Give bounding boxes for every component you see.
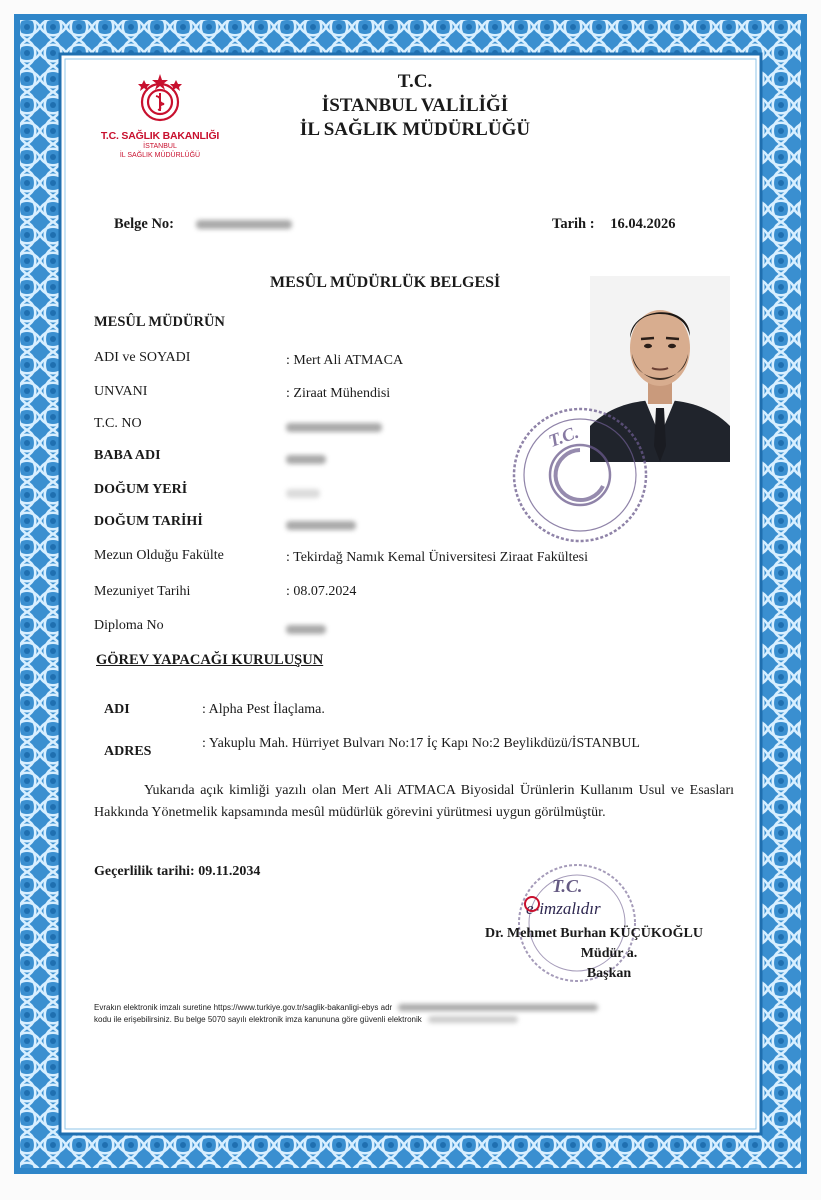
validity-date: Geçerlilik tarihi: 09.11.2034 (94, 864, 261, 879)
field-label-name: ADI ve SOYADI (94, 350, 191, 365)
footer-line-2 (94, 1014, 744, 1026)
approval-paragraph: Yukarıda açık kimliği yazılı olan Mert Ali ATMACA Biyosidal Ürünlerin Kullanım Usul ve Esasları Hakkında Yönetmelik kapsamında mesûl müdürlük görevini yürütmesi uygun görülmüştür. (94, 783, 734, 820)
field-value-birthplace (286, 486, 320, 502)
field-value-birthdate (286, 518, 356, 534)
header-directorate: İL SAĞLIK MÜDÜRLÜĞÜ (299, 119, 531, 140)
document-title: MESÛL MÜDÜRLÜK BELGESİ (270, 274, 501, 291)
field-value-title: : Ziraat Mühendisi (286, 386, 391, 401)
field-label-birthdate: DOĞUM TARİHİ (94, 514, 203, 529)
stamp-tc-text: T.C. (545, 421, 582, 451)
document-header (230, 70, 600, 142)
redacted-father-name (286, 455, 326, 464)
footer-line-2-text: kodu ile erişebilirsiniz. Bu belge 5070 sayılı elektronik imza kanununa göre güvenli elektronik (94, 1015, 422, 1024)
field-value-diploma-no (286, 622, 326, 638)
field-label-birthplace: DOĞUM YERİ (94, 482, 188, 497)
document-date-value: 16.04.2026 (610, 216, 676, 232)
e-signed-text: e-imzalıdır (526, 899, 601, 918)
document-number-label: Belge No: (114, 216, 174, 232)
official-stamp (505, 400, 655, 550)
signatory-role-1: Müdür a. (580, 946, 638, 961)
field-label-title: UNVANI (94, 384, 148, 399)
header-tc: T.C. (397, 71, 433, 92)
field-label-father-name: BABA ADI (94, 448, 161, 463)
org-name-label: ADI (104, 702, 130, 717)
redacted-verification-code (398, 1004, 598, 1011)
field-value-id-number (286, 420, 382, 436)
signatory-block (466, 924, 722, 984)
footer-line-1-text: Evrakın elektronik imzalı suretine https://www.turkiye.gov.tr/saglik-bakanligi-ebys adr (94, 1003, 393, 1012)
footer-line-1 (94, 1002, 744, 1014)
signatory-name: Dr. Mehmet Burhan KÜÇÜKOĞLU (484, 926, 704, 941)
org-address-label: ADRES (104, 744, 152, 759)
document-date-label: Tarih : (552, 216, 595, 232)
ministry-logo (98, 72, 222, 160)
field-value-name: : Mert Ali ATMACA (286, 353, 404, 368)
org-name-value: : Alpha Pest İlaçlama. (202, 702, 325, 717)
footer-note (94, 1002, 744, 1026)
field-value-faculty: : Tekirdağ Namık Kemal Üniversitesi Ziraat Fakültesi (286, 550, 589, 565)
field-label-faculty: Mezun Olduğu Fakülte (94, 548, 224, 563)
header-governorship: İSTANBUL VALİLİĞİ (321, 95, 509, 116)
e-stamp-tc-text: T.C. (552, 876, 583, 896)
logo-ministry-name: T.C. SAĞLIK BAKANLIĞI (100, 130, 220, 142)
logo-directorate: İL SAĞLIK MÜDÜRLÜĞÜ (119, 152, 201, 159)
document-date (552, 216, 675, 233)
signatory-role-2: Başkan (586, 966, 632, 981)
document-number (114, 216, 292, 233)
org-address-value: : Yakuplu Mah. Hürriyet Bulvarı No:17 İç Kapı No:2 Beylikdüzü/İSTANBUL (202, 736, 640, 751)
redacted-footer-tail (428, 1016, 518, 1023)
field-label-diploma-no: Diploma No (94, 618, 164, 633)
redacted-birthplace (286, 489, 320, 498)
redacted-document-number (196, 220, 292, 229)
field-value-father-name (286, 452, 326, 468)
redacted-id-number (286, 423, 382, 432)
field-label-id-number: T.C. NO (94, 416, 142, 431)
redacted-diploma-no (286, 625, 326, 634)
ministry-of-health-emblem-icon (134, 72, 186, 128)
section-organization: GÖREV YAPACAĞI KURULUŞUN (96, 652, 324, 668)
logo-city: İSTANBUL (143, 143, 177, 150)
redacted-birthdate (286, 521, 356, 530)
field-label-graduation-date: Mezuniyet Tarihi (94, 584, 191, 599)
field-value-graduation-date: : 08.07.2024 (286, 584, 357, 599)
section-responsible-manager: MESÛL MÜDÜRÜN (94, 314, 225, 330)
